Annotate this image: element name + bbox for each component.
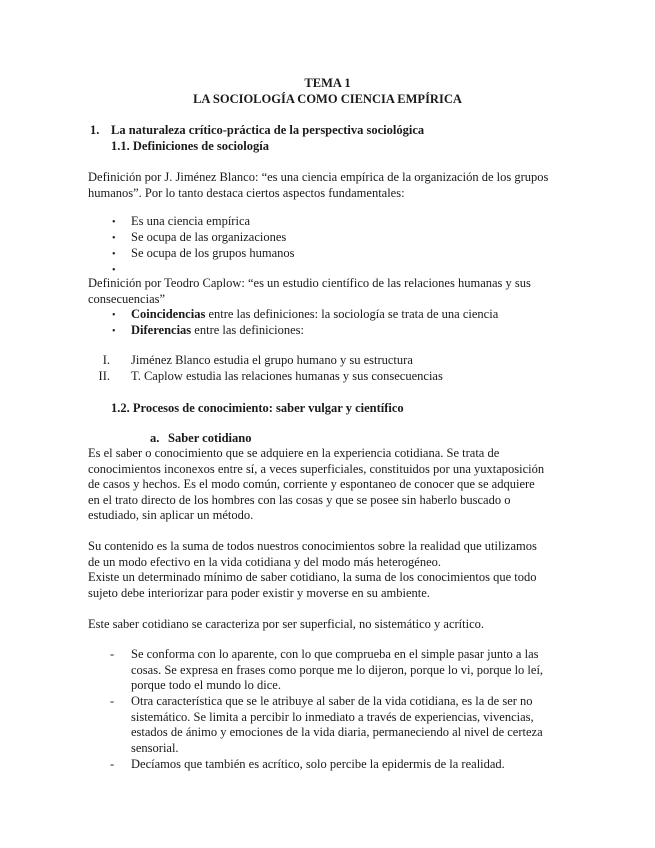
text-line: porque todo el mundo lo dice. — [131, 678, 281, 693]
definition-1-paragraph — [88, 170, 548, 201]
list-item: Se ocupa de las organizaciones — [131, 230, 287, 244]
text-line: conocimientos inconexos entre sí, a veces superficiales, constituidos por una yuxtaposición — [88, 461, 545, 476]
subsection-1-1-heading: 1.1. Definiciones de sociología — [111, 139, 269, 153]
list-item — [131, 647, 543, 694]
text-line: cosas. Se expresa en frases como porque me lo dijeron, porque lo vi, porque lo leí, — [131, 662, 544, 677]
bullet-icon: • — [112, 217, 116, 228]
text-line: Es el saber o conocimiento que se adquiere en la experiencia cotidiana. Se trata de — [88, 446, 500, 460]
bullet-icon: • — [112, 326, 116, 337]
bullet-icon: • — [112, 249, 116, 260]
paragraph-contenido — [88, 539, 548, 601]
text-line: Otra característica que se le atribuye al saber de la vida cotidiana, es la de ser no — [131, 694, 533, 708]
text-line: de casos y hechos. Es el modo común, corriente y espontaneo de conocer que se adquiere — [88, 477, 535, 492]
text-line: sujeto debe interiorizar para poder existir y moverse en su ambiente. — [88, 585, 430, 600]
subsection-a-letter: a. — [150, 431, 160, 445]
text-line: Se conforma con lo aparente, con lo que comprueba en el simple pasar junto a las — [131, 647, 539, 661]
text-line: Definición por Teodro Caplow: “es un estudio científico de las relaciones humanas y sus — [88, 276, 531, 290]
text-line: sensorial. — [131, 740, 179, 755]
text-line: estados de ánimo y emociones de la vida diaria, permaneciendo al nivel de certeza — [131, 725, 543, 740]
text-line: Su contenido es la suma de todos nuestros conocimientos sobre la realidad que utilizamos — [88, 539, 537, 553]
list-number: II. — [98, 369, 110, 383]
bullet-icon: • — [112, 310, 116, 321]
coincidences-label: Coincidencias — [131, 307, 206, 321]
differences-text: entre las definiciones: — [191, 323, 304, 337]
text-line: Decíamos que también es acrítico, solo percibe la epidermis de la realidad. — [131, 757, 505, 771]
subsection-a-heading: Saber cotidiano — [168, 431, 252, 445]
list-item: Es una ciencia empírica — [131, 214, 251, 228]
text-line: Definición por J. Jiménez Blanco: “es una ciencia empírica de la organización de los grupos — [88, 170, 549, 184]
text-line: Existe un determinado mínimo de saber cotidiano, la suma de los conocimientos que todo — [88, 570, 537, 585]
list-item — [131, 757, 505, 773]
text-line: consecuencias” — [88, 291, 166, 306]
paragraph-caracteristicas: Este saber cotidiano se caracteriza por ser superficial, no sistemático y acrítico. — [88, 617, 485, 631]
differences-label: Diferencias — [131, 323, 192, 337]
text-line: sistemático. Se limita a percibir lo inmediato a través de experiencias, vivencias, — [131, 709, 534, 724]
section-1-number: 1. — [90, 123, 100, 137]
bullet-icon: • — [112, 265, 116, 276]
list-item: Jiménez Blanco estudia el grupo humano y su estructura — [131, 353, 413, 367]
text-line: humanos”. Por lo tanto destaca ciertos aspectos fundamentales: — [88, 185, 405, 200]
text-line: en el trato directo de los hombres con las cosas y que se posee sin haberlo buscado o — [88, 492, 511, 507]
coincidences-text: entre las definiciones: la sociología se trata de una ciencia — [205, 307, 499, 321]
list-item: T. Caplow estudia las relaciones humanas y sus consecuencias — [131, 369, 443, 383]
text-line: de un modo efectivo en la vida cotidiana y del modo más heterogéneo. — [88, 554, 442, 569]
document-title: LA SOCIOLOGÍA COMO CIENCIA EMPÍRICA — [193, 92, 462, 106]
list-item: Se ocupa de los grupos humanos — [131, 246, 295, 260]
topic-label: TEMA 1 — [304, 76, 351, 90]
differences-item — [131, 323, 304, 339]
list-item — [131, 694, 543, 756]
paragraph-saber-cotidiano — [88, 446, 548, 524]
text-line: estudiado, sin aplicar un método. — [88, 508, 254, 523]
list-number: I. — [102, 353, 110, 367]
subsection-1-2-heading: 1.2. Procesos de conocimiento: saber vulgar y científico — [111, 401, 404, 415]
section-1-heading: La naturaleza crítico-práctica de la perspectiva sociológica — [111, 123, 425, 137]
bullet-icon: • — [112, 233, 116, 244]
dash-marker: - — [110, 647, 115, 661]
dash-marker: - — [110, 694, 115, 708]
coincidences-item — [131, 307, 498, 323]
dash-marker: - — [110, 757, 115, 771]
definition-2-paragraph — [88, 276, 548, 307]
